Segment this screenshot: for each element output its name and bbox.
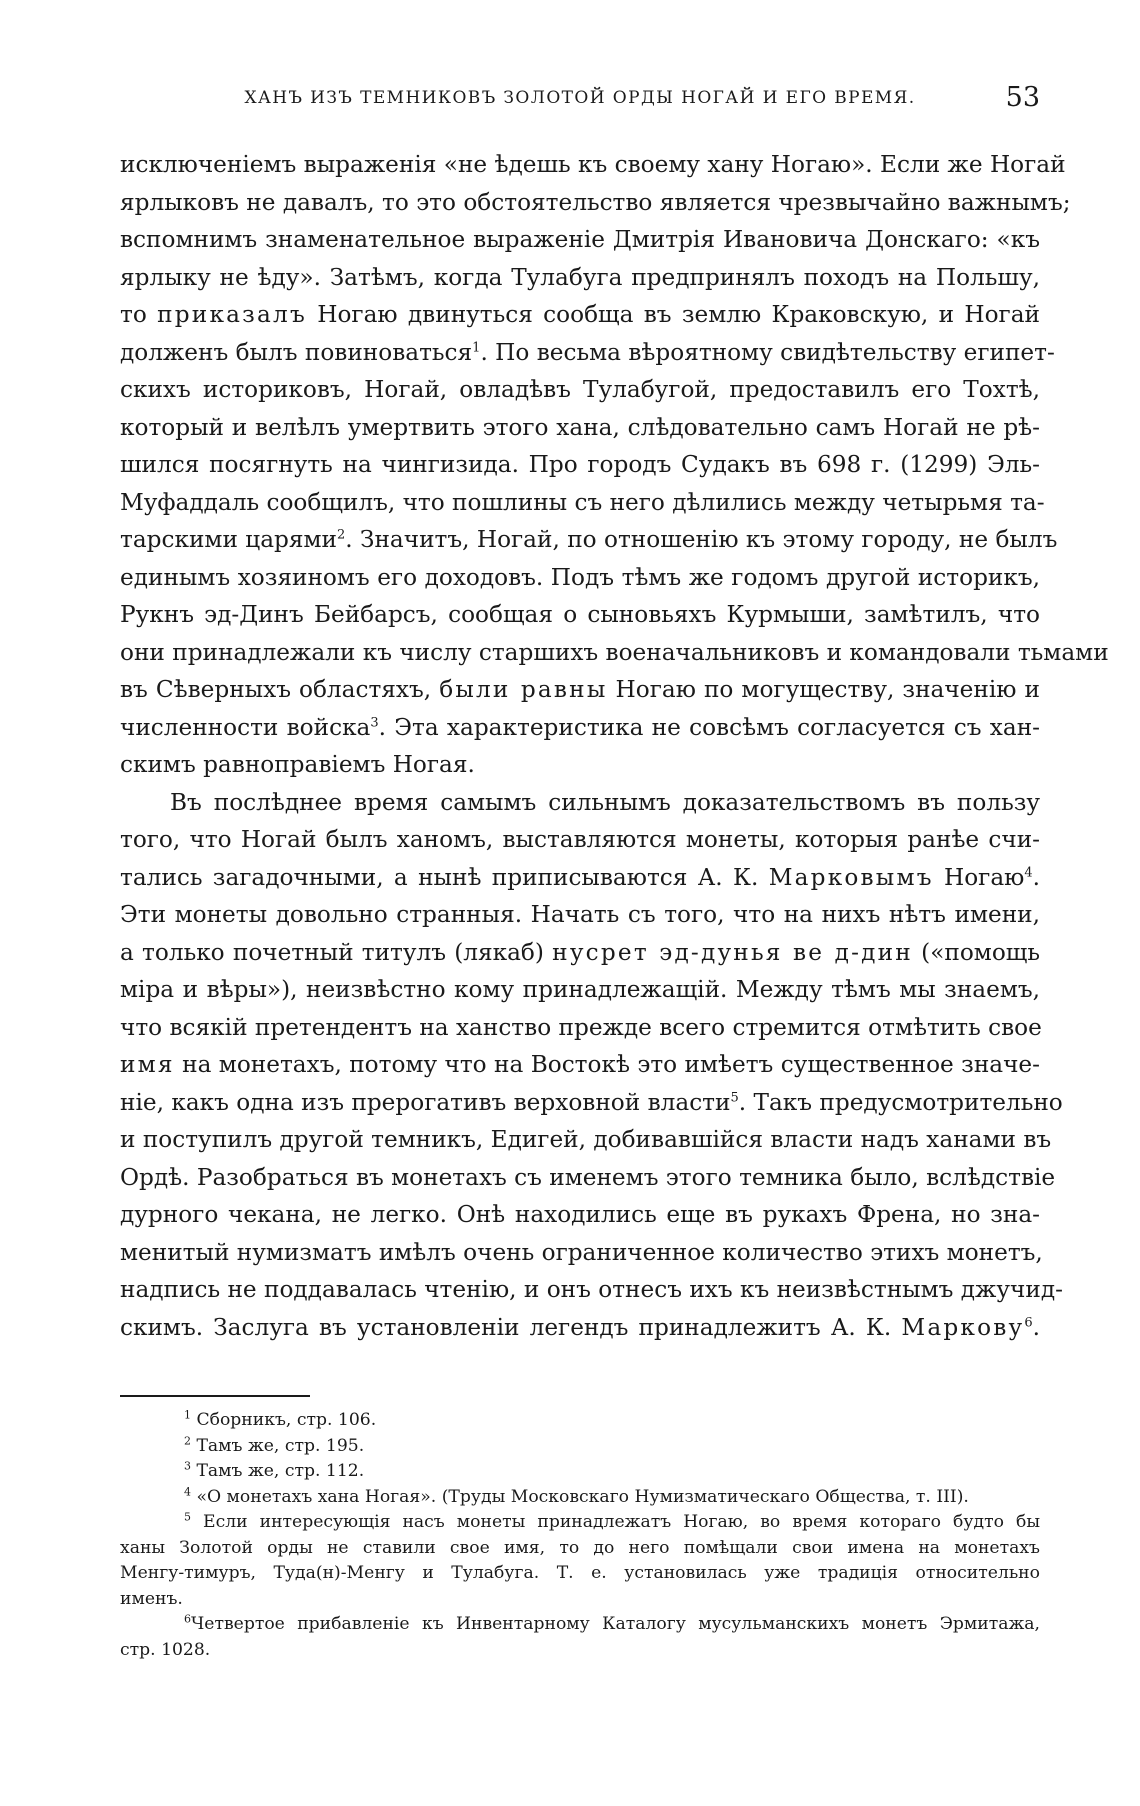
main-text — [120, 146, 1109, 1346]
text-run: скимъ. Заслуга въ установленіи легендъ принадлежитъ А. К. — [120, 1313, 902, 1341]
text-run: Ногаю по могуществу, значенію и — [607, 676, 1040, 703]
footnote-divider — [120, 1395, 310, 1397]
text-line: скимъ равноправіемъ Ногая. — [120, 751, 475, 778]
text-line: Ордѣ. Разобраться въ монетахъ съ именемъ этого темника было, вслѣдствіе — [120, 1163, 1056, 1191]
running-header — [120, 82, 1040, 122]
text-line — [120, 1084, 1063, 1122]
text-line — [120, 296, 1040, 334]
spaced-text: имя — [120, 1051, 175, 1078]
text-line: Эти монеты довольно странныя. Начать съ того, что на нихъ нѣтъ имени, — [120, 901, 1040, 928]
footnote-5-line: именъ. — [120, 1588, 183, 1609]
text-run: долженъ былъ повиноваться — [120, 338, 473, 366]
text-line: что всякій претендентъ на ханство прежде всего стремится отмѣтить свое — [120, 1013, 1042, 1041]
footnote-text: Четвертое прибавленіе къ Инвентарному Каталогу мусульманскихъ монетъ Эрмитажа, — [191, 1614, 1040, 1634]
text-line: единымъ хозяиномъ его доходовъ. Подъ тѣмъ же годомъ другой историкъ, — [120, 563, 1040, 591]
spaced-text: нусрет эд-дунья ве д-дин — [552, 938, 913, 966]
footnote-5-line: Менгу-тимуръ, Туда(н)-Менгу и Тулабуга. Т. е. установилась уже традиція относительно — [120, 1563, 1040, 1583]
text-line: Рукнъ эд-Динъ Бейбарсъ, сообщая о сыновьяхъ Курмыши, замѣтилъ, что — [120, 601, 1040, 628]
footnote-text: «О монетахъ хана Ногая». (Труды Московскаго Нумизматическаго Общества, т. III). — [191, 1486, 969, 1507]
text-run: численности войска — [120, 713, 371, 741]
text-run: . Значитъ, Ногай, по отношенію къ этому городу, не былъ — [345, 526, 1058, 553]
footnote-text: Тамъ же, стр. 195. — [191, 1435, 365, 1456]
footnote-ref-4: 4 — [1024, 864, 1033, 880]
text-run: то — [120, 301, 158, 328]
text-line: надпись не поддавалась чтенію, и онъ отнесъ ихъ къ неизвѣстнымъ джучид- — [120, 1276, 1063, 1303]
footnote-ref-3: 3 — [370, 714, 379, 730]
text-run: . — [1032, 863, 1040, 891]
footnote-1 — [120, 1408, 1040, 1434]
text-run: . Такъ предусмотрительно — [738, 1088, 1063, 1116]
footnotes — [120, 1408, 1040, 1663]
footnote-number: 3 — [184, 1459, 191, 1473]
footnote-number: 1 — [184, 1408, 191, 1422]
text-run: тарскими царями — [120, 526, 337, 553]
footnote-6 — [120, 1612, 1040, 1638]
text-run: ніе, какъ одна изъ прерогативъ верховной власти — [120, 1088, 731, 1116]
text-line: ярлыковъ не давалъ, то это обстоятельство является чрезвычайно важнымъ; — [120, 188, 1071, 216]
footnote-ref-1: 1 — [472, 339, 481, 355]
text-line — [120, 1309, 1040, 1347]
footnote-number: 2 — [184, 1433, 191, 1447]
footnote-5 — [120, 1510, 1040, 1536]
footnote-ref-2: 2 — [337, 527, 346, 543]
text-run: Ногаю — [933, 863, 1025, 891]
text-run: тались загадочными, а нынѣ приписываются А. К. — [120, 863, 769, 891]
spaced-text: приказалъ — [157, 301, 307, 328]
footnote-5-line: ханы Золотой орды не ставили свое имя, то до него помѣщали свои имена на монетахъ — [120, 1537, 1040, 1558]
text-line — [120, 334, 1055, 372]
footnote-text: Сборникъ, стр. 106. — [191, 1410, 377, 1430]
text-line — [120, 1046, 1040, 1084]
spaced-text: Марковымъ — [768, 863, 934, 891]
text-line: исключеніемъ выраженія «не ѣдешь къ своему хану Ногаю». Если же Ногай — [120, 151, 1066, 178]
text-line: шился посягнуть на чингизида. Про городъ Судакъ въ 698 г. (1299) Эль- — [120, 451, 1040, 478]
text-run: въ Сѣверныхъ областяхъ, — [120, 676, 440, 703]
text-line: вспомнимъ знаменательное выраженіе Дмитрія Ивановича Донскаго: «къ — [120, 226, 1040, 253]
text-run: («помощь — [912, 938, 1040, 966]
footnote-number: 4 — [184, 1484, 191, 1498]
running-title: ХАНЪ ИЗЪ ТЕМНИКОВЪ ЗОЛОТОЙ ОРДЫ НОГАЙ И ЕГО ВРЕМЯ. — [244, 88, 916, 108]
text-line — [120, 859, 1040, 897]
text-line: Муфаддаль сообщилъ, что пошлины съ него дѣлились между четырьмя та- — [120, 488, 1045, 516]
text-line — [120, 709, 1040, 747]
text-run: а только почетный титулъ (лякаб) — [120, 938, 553, 966]
page-number: 53 — [1005, 82, 1040, 113]
spaced-text: были равны — [439, 676, 608, 703]
text-line: дурного чекана, не легко. Онѣ находились еще въ рукахъ Френа, но зна- — [120, 1201, 1040, 1228]
footnote-text: Тамъ же, стр. 112. — [191, 1461, 365, 1481]
paragraph-first-line: Въ послѣднее время самымъ сильнымъ доказательствомъ въ пользу — [170, 788, 1040, 816]
footnote-number: 5 — [184, 1510, 191, 1524]
text-line — [120, 934, 1040, 972]
text-run: Ногаю двинуться сообща въ землю Краковскую, и Ногай — [306, 301, 1040, 328]
text-run: . — [1032, 1313, 1040, 1341]
footnote-text: Если интересующія насъ монеты принадлежатъ Ногаю, во время котораго будто бы — [191, 1512, 1040, 1532]
text-line: который и велѣлъ умертвить этого хана, слѣдовательно самъ Ногай не рѣ- — [120, 413, 1040, 441]
text-line: скихъ историковъ, Ногай, овладѣвъ Тулабугой, предоставилъ его Тохтѣ, — [120, 376, 1040, 403]
text-line: міра и вѣры»), неизвѣстно кому принадлежащій. Между тѣмъ мы знаемъ, — [120, 976, 1040, 1003]
text-line: они принадлежали къ числу старшихъ военачальниковъ и командовали тьмами — [120, 638, 1109, 666]
footnote-3 — [120, 1459, 1040, 1485]
footnote-ref-6: 6 — [1024, 1314, 1033, 1330]
footnote-4 — [120, 1485, 1040, 1511]
text-line: менитый нумизматъ имѣлъ очень ограниченное количество этихъ монетъ, — [120, 1238, 1043, 1266]
text-line: ярлыку не ѣду». Затѣмъ, когда Тулабуга предпринялъ походъ на Польшу, — [120, 263, 1040, 291]
footnote-6-line: стр. 1028. — [120, 1639, 211, 1660]
text-run: . Эта характеристика не совсѣмъ согласуется съ хан- — [378, 713, 1040, 741]
footnote-number: 6 — [184, 1612, 191, 1626]
text-line — [120, 671, 1040, 709]
text-run: . По весьма вѣроятному свидѣтельству египет- — [480, 338, 1055, 366]
text-line: и поступилъ другой темникъ, Едигей, добивавшійся власти надъ ханами въ — [120, 1126, 1052, 1153]
text-line: того, что Ногай былъ ханомъ, выставляются монеты, которыя ранѣе счи- — [120, 826, 1040, 853]
footnote-ref-5: 5 — [730, 1089, 739, 1105]
text-line — [120, 521, 1058, 559]
spaced-text: Маркову — [901, 1313, 1025, 1341]
text-run: на монетахъ, потому что на Востокѣ это имѣетъ существенное значе- — [174, 1051, 1040, 1078]
footnote-2 — [120, 1434, 1040, 1460]
